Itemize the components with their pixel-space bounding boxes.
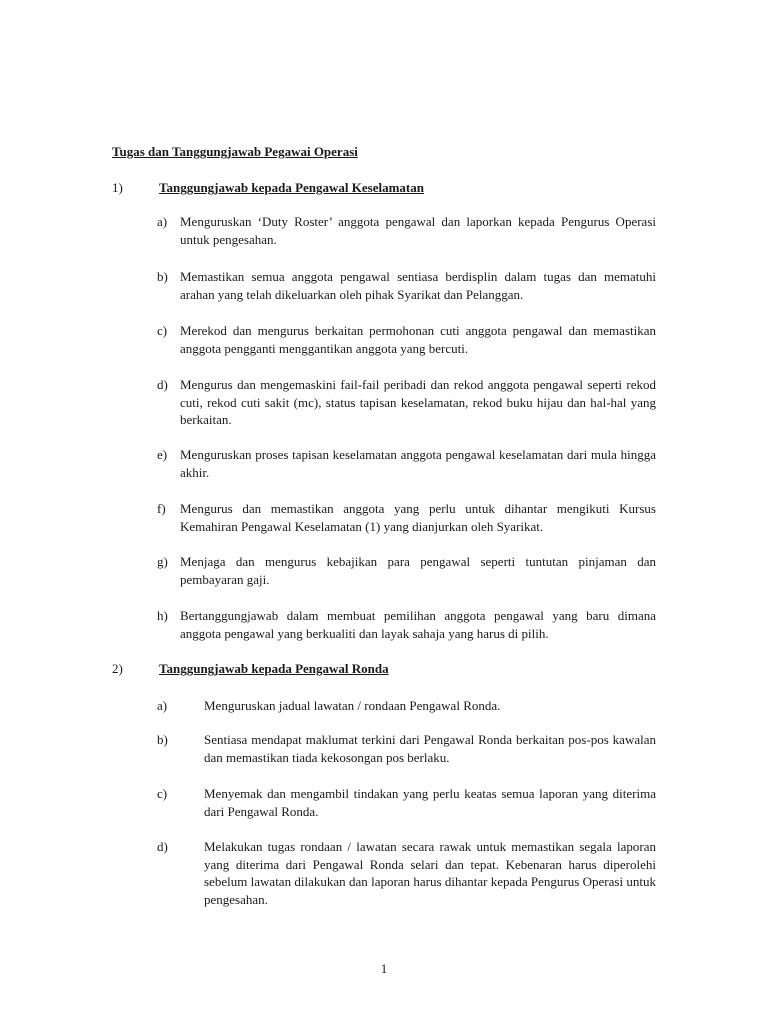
section-number: 1) [112,180,123,195]
list-item-label: f) [157,501,166,516]
list-item-label: b) [157,732,168,747]
list-item-text: Memastikan semua anggota pengawal sentiasa berdisplin dalam tugas dan mematuhi arahan yang telah dikeluarkan oleh pihak Syarikat dan Pelanggan. [180,269,656,302]
list-item-label: a) [157,698,168,713]
list-item-text: Menjaga dan mengurus kebajikan para pengawal seperti tuntutan pinjaman dan pembayaran gaji. [180,554,656,587]
list-item-text: Mengurus dan mengemaskini fail-fail peribadi dan rekod anggota pengawal seperti rekod cuti, rekod cuti sakit (mc), status tapisan keselamatan, rekod buku hijau dan hal-hal yang berkaitan. [180,377,656,428]
section-heading: Tanggungjawab kepada Pengawal Ronda [159,661,389,676]
list-item-label: d) [157,839,168,854]
list-item-text: Menguruskan jadual lawatan / rondaan Pengawal Ronda. [204,698,501,713]
list-item-label: c) [157,323,168,338]
list-item-text: Bertanggungjawab dalam membuat pemilihan anggota pengawal yang baru dimana anggota pengawal yang berkualiti dan layak sahaja yang harus di pilih. [180,608,656,641]
document-title: Tugas dan Tanggungjawab Pegawai Operasi [112,144,358,159]
list-item-text: Menyemak dan mengambil tindakan yang perlu keatas semua laporan yang diterima dari Pengawal Ronda. [204,786,656,819]
list-item-label: a) [157,214,168,229]
list-item-text: Mengurus dan memastikan anggota yang perlu untuk dihantar mengikuti Kursus Kemahiran Pengawal Keselamatan (1) yang dianjurkan oleh Syarikat. [180,501,656,534]
list-item-text: Menguruskan ‘Duty Roster’ anggota pengawal dan laporkan kepada Pengurus Operasi untuk pengesahan. [180,214,656,247]
page-number: 1 [380,961,388,976]
list-item-text: Sentiasa mendapat maklumat terkini dari Pengawal Ronda berkaitan pos-pos kawalan dan memastikan tiada kekosongan pos berlaku. [204,732,656,765]
list-item-label: c) [157,786,168,801]
list-item-text: Melakukan tugas rondaan / lawatan secara rawak untuk memastikan segala laporan yang diterima dari Pengawal Ronda selari dan tepat. Kebenaran harus diperolehi sebelum lawatan dilakukan dan laporan harus dihantar kepada Pengurus Operasi untuk pengesahan. [204,839,656,907]
list-item-label: g) [157,554,168,569]
list-item-label: b) [157,269,168,284]
list-item-label: e) [157,447,168,462]
section-number: 2) [112,661,123,676]
list-item-text: Menguruskan proses tapisan keselamatan anggota pengawal keselamatan dari mula hingga akhir. [180,447,656,480]
list-item-text: Merekod dan mengurus berkaitan permohonan cuti anggota pengawal dan memastikan anggota pengganti menggantikan anggota yang bercuti. [180,323,656,356]
section-heading: Tanggungjawab kepada Pengawal Keselamatan [159,180,424,195]
list-item-label: d) [157,377,168,392]
list-item-label: h) [157,608,168,623]
